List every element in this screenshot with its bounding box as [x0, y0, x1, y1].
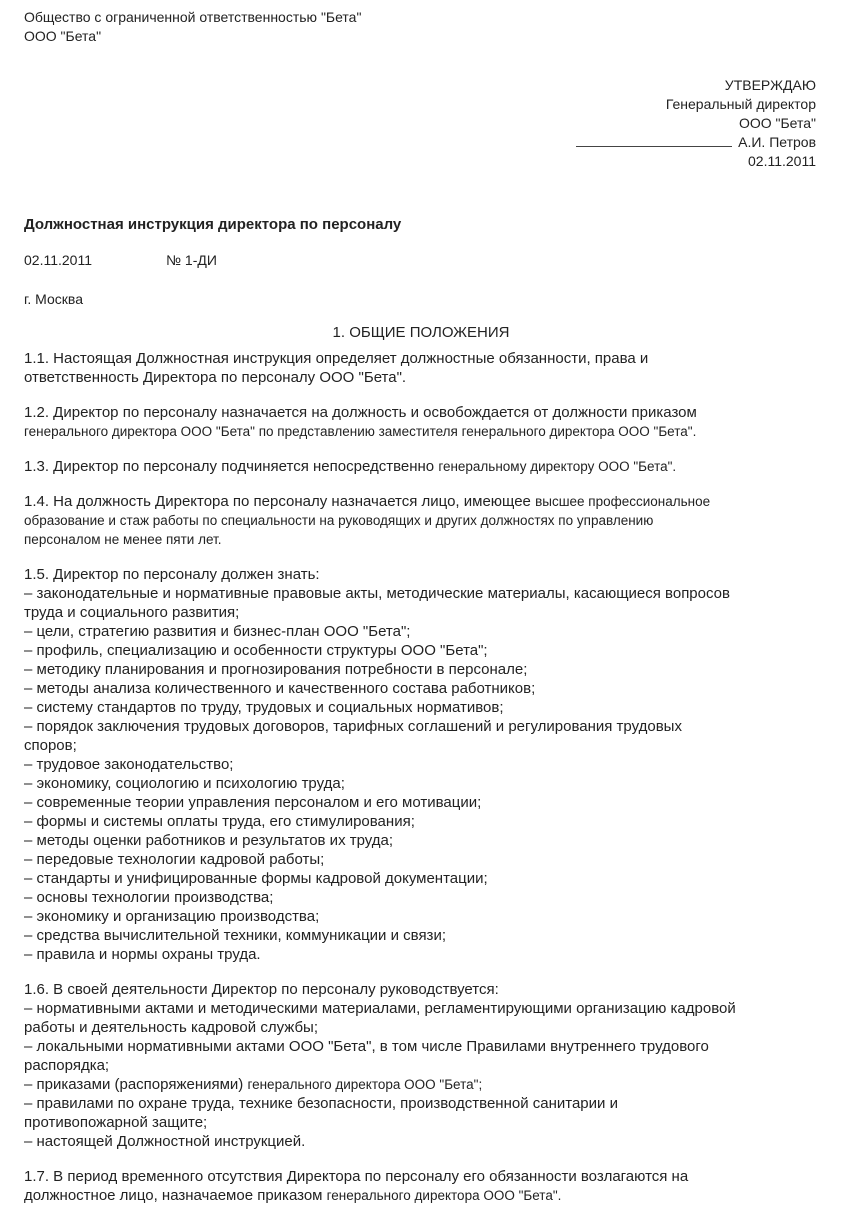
list-line: – стандарты и унифицированные формы кадровой документации; — [24, 870, 488, 887]
list-line — [24, 1075, 818, 1094]
approval-title: УТВЕРЖДАЮ — [724, 77, 816, 93]
document-date-number-row — [24, 251, 818, 270]
organization-header — [24, 8, 818, 46]
paragraph-small-text: образование и стаж работы по специальности на руководящих и других должностях по управлению — [24, 513, 654, 528]
list-line: работы и деятельность кадровой службы; — [24, 1019, 318, 1036]
list-line: распорядка; — [24, 1057, 110, 1074]
list-line: – правила и нормы охраны труда. — [24, 946, 261, 963]
list-line: – законодательные и нормативные правовые акты, методические материалы, касающиеся вопросов — [24, 585, 730, 602]
approval-signature-row — [24, 133, 816, 152]
list-line: 1.5. Директор по персоналу должен знать: — [24, 566, 320, 583]
paragraph-line — [24, 530, 818, 549]
paragraph-line — [24, 492, 818, 511]
list-line: – цели, стратегию развития и бизнес-план ООО "Бета"; — [24, 623, 411, 640]
list-line: – настоящей Должностной инструкцией. — [24, 1133, 306, 1150]
list-line: – нормативными актами и методическими материалами, регламентирующими организацию кадровой — [24, 1000, 736, 1017]
paragraph-text: 1.3. Директор по персоналу подчиняется непосредственно — [24, 458, 439, 475]
paragraph-line-small — [24, 422, 818, 441]
list-line: – профиль, специализацию и особенности структуры ООО "Бета"; — [24, 642, 488, 659]
list-line: – экономику и организацию производства; — [24, 908, 320, 925]
list-line: – локальными нормативными актами ООО "Бета", в том числе Правилами внутреннего трудового — [24, 1038, 709, 1055]
list-line: труда и социального развития; — [24, 604, 240, 621]
document-title: Должностная инструкция директора по персоналу — [24, 216, 402, 233]
list-line: противопожарной защите; — [24, 1114, 208, 1131]
paragraph-1-6 — [24, 980, 818, 1151]
paragraph-line: 1.7. В период временного отсутствия Директора по персоналу его обязанности возлагаются на — [24, 1168, 689, 1185]
list-line: – основы технологии производства; — [24, 889, 274, 906]
list-line: – передовые технологии кадровой работы; — [24, 851, 325, 868]
paragraph-line: 1.1. Настоящая Должностная инструкция определяет должностные обязанности, права и — [24, 350, 649, 367]
paragraph-1-5 — [24, 565, 818, 964]
paragraph-text: – приказами (распоряжениями) — [24, 1076, 248, 1093]
paragraph-1-2 — [24, 403, 818, 441]
approval-date: 02.11.2011 — [748, 153, 816, 169]
paragraph-1-3 — [24, 457, 818, 476]
paragraph-line — [24, 511, 818, 530]
list-line: – систему стандартов по труду, трудовых и социальных нормативов; — [24, 699, 504, 716]
approval-signer: А.И. Петров — [738, 134, 816, 150]
paragraph-line: ответственность Директора по персоналу ООО "Бета". — [24, 369, 407, 386]
document-city: г. Москва — [24, 291, 83, 307]
list-line: – методику планирования и прогнозирования потребности в персонале; — [24, 661, 528, 678]
paragraph-1-1 — [24, 349, 818, 387]
organization-full-name: Общество с ограниченной ответственностью "Бета" — [24, 9, 362, 25]
document-date: 02.11.2011 — [24, 252, 92, 268]
paragraph-text: 1.4. На должность Директора по персоналу назначается лицо, имеющее — [24, 493, 536, 510]
list-line: споров; — [24, 737, 77, 754]
paragraph-line — [24, 1186, 818, 1205]
paragraph-1-4 — [24, 492, 818, 549]
paragraph-small-text: генерального директора ООО "Бета" по представлению заместителя генерального директора ООО "Бета". — [24, 424, 697, 439]
organization-short-name: ООО "Бета" — [24, 28, 102, 44]
document-number: № 1-ДИ — [166, 252, 217, 268]
list-line: 1.6. В своей деятельности Директор по персоналу руководствуется: — [24, 981, 499, 998]
paragraph-line: 1.2. Директор по персоналу назначается на должность и освобождается от должности приказом — [24, 404, 697, 421]
list-line: – методы анализа количественного и качественного состава работников; — [24, 680, 536, 697]
paragraph-small-text: персоналом не менее пяти лет. — [24, 532, 222, 547]
paragraph-small-text: генерального директора ООО "Бета"; — [247, 1077, 483, 1092]
paragraph-line — [24, 457, 818, 476]
list-line: – методы оценки работников и результатов их труда; — [24, 832, 394, 849]
list-line: – трудовое законодательство; — [24, 756, 234, 773]
list-line: – экономику, социологию и психологию труда; — [24, 775, 345, 792]
paragraph-1-7 — [24, 1167, 818, 1205]
list-line: – формы и системы оплаты труда, его стимулирования; — [24, 813, 415, 830]
section-heading: 1. ОБЩИЕ ПОЛОЖЕНИЯ — [332, 324, 510, 341]
paragraph-small-text: генеральному директору ООО "Бета". — [438, 459, 677, 474]
paragraph-small-text: генерального директора ООО "Бета". — [326, 1188, 562, 1203]
approval-organization: ООО "Бета" — [738, 115, 816, 131]
approval-position: Генеральный директор — [665, 96, 816, 112]
list-line: – средства вычислительной техники, коммуникации и связи; — [24, 927, 446, 944]
approval-block — [24, 76, 818, 171]
list-line: – порядок заключения трудовых договоров, тарифных соглашений и регулирования трудовых — [24, 718, 682, 735]
paragraph-small-text: высшее профессиональное — [535, 494, 711, 509]
list-line: – правилами по охране труда, технике безопасности, производственной санитарии и — [24, 1095, 618, 1112]
list-line: – современные теории управления персоналом и его мотивации; — [24, 794, 482, 811]
signature-line — [576, 134, 732, 147]
paragraph-text: должностное лицо, назначаемое приказом — [24, 1187, 327, 1204]
